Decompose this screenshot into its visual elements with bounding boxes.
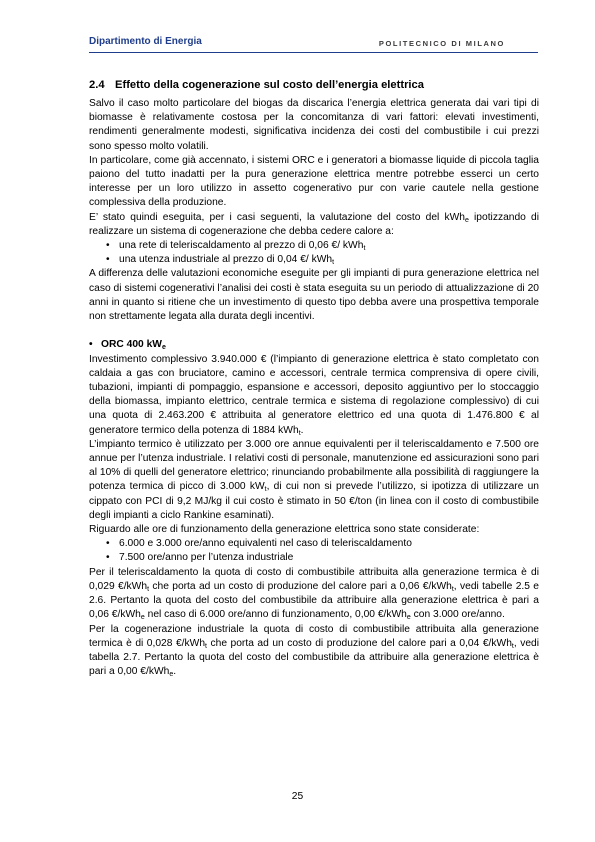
list-item: • una utenza industriale al prezzo di 0,04 €/ kWh$_t$ [89,253,539,267]
page-number: 25 [291,791,304,802]
orc-paragraph-2: L’impianto termico è utilizzato per 3.000 ore annue equivalenti per il teleriscaldamento e 7.500 ore annue per l’utenza industriale. I relativi costi di personale, manutenzione ed assicurazioni sono pari al 10% di quelli del generatore elettrico; rinunciando probabilmente alla possibilità di raggiungere la potenza termica di picco di 3.000 $kW_t$, di cui non si prevede l’utilizzo, si ipotizza di utilizzare un cippato con PCI di 9,2 MJ/kg il cui costo è stimato in 50 €/ton (in linea con il costo di combustibile degli impianti a ciclo Rankine esaminati). [89,438,540,521]
list-item: • 7.500 ore/anno per l’utenza industriale [89,551,539,565]
orc-heading: • ORC 400 $kW_e$ [89,338,539,352]
intro-paragraph-2: In particolare, come già accennato, i sistemi ORC e i generatori a biomasse liquide di piccola taglia paiono del tutto inadatti per la pura generazione elettrica mentre potrebbe esserci un certo interesse per un loro utilizzo in assetto cogenerativo pur con varie cautele nella gestione complessiva della produzione. [89,154,539,209]
section-number: 2.4 [89,79,105,91]
institution-name: POLITECNICO DI MILANO [378,39,505,48]
section-heading [89,78,539,93]
header-divider [89,52,538,53]
heat-price-list [89,239,539,267]
orc-paragraph-5: Per la cogenerazione industriale la quota di costo di combustibile attribuita alla generazione termica è di 0,028 €/kWh$_t$ che porta ad un costo di produzione del calore pari a 0,04 €/kWh$_t$, vedi tabella 2.7. Pertanto la quota del costo del combustibile da attribuire alla generazione elettrica è pari a 0,00 €/kWh$_e$. [89,623,540,679]
orc-paragraph-4: Per il teleriscaldamento la quota di costo di combustibile attribuita alla generazione termica è di 0,029 €/kWh$_t$ che porta ad un costo di produzione del calore pari a 0,06 €/kWh$_t$, vedi tabelle 2.5 e 2.6. Pertanto la quota del costo del combustibile da attribuire alla generazione elettrica è pari a 0,06 €/kWh$_e$ nel caso di 6.000 ore/anno di funzionamento, 0,00 €/kWh$_e$ con 3.000 ore/anno. [89,566,540,622]
department-name: Dipartimento di Energia [89,36,202,47]
orc-paragraph-3: Riguardo alle ore di funzionamento della generazione elettrica sono state considerate: [89,524,480,536]
list-item: • una rete di teleriscaldamento al prezzo di 0,06 €/ kWh$_t$ [89,239,539,253]
page-content [89,78,539,679]
operating-hours-list [89,537,539,565]
intro-paragraph-3: E’ stato quindi eseguita, per i casi seguenti, la valutazione del costo del kWh$_e$ ipotizzando di realizzare un sistema di cogenerazione che debba cedere calore a: [89,211,540,237]
intro-paragraph-1: Salvo il caso molto particolare del biogas da discarica l’energia elettrica generata dai vari tipi di biomasse è relativamente costosa per la concomitanza di vari fattori: elevati investimenti, rendimenti generalmente modesti, significativa incidenza dei costi del combustibile i cui prezzi sono spesso molto volatili. [89,98,539,152]
orc-paragraph-1: Investimento complessivo 3.940.000 € (l’impianto di generazione elettrica è stato completato con caldaia a gas con bruciatore, camino e accessori, centrale termica comprensiva di opere civili, tubazioni, impianti di pompaggio, espansione e accessori, deposito aggiuntivo per lo stoccaggio della biomassa, impianto elettrico, centrale termica e sistema di regolazione complessivo) di cui una quota di 2.463.200 € attribuita al generatore elettrico ed una quota di 1.476.800 € al generatore termico della potenza di 1884 kWh$_t$. [89,353,539,437]
intro-paragraph-4: A differenza delle valutazioni economiche eseguite per gli impianti di pura generazione elettrica nel caso di sistemi cogenerativi l’analisi dei costi è stata eseguita su un periodo di attualizzazione di 20 anni in quanto si ritiene che un investimento di questo tipo debba avere una prospettiva temporale non strettamente legata alla durata degli incentivi. [89,268,539,323]
section-title: Effetto della cogenerazione sul costo dell’energia elettrica [115,79,424,91]
list-item: • 6.000 e 3.000 ore/anno equivalenti nel caso di teleriscaldamento [89,537,539,551]
